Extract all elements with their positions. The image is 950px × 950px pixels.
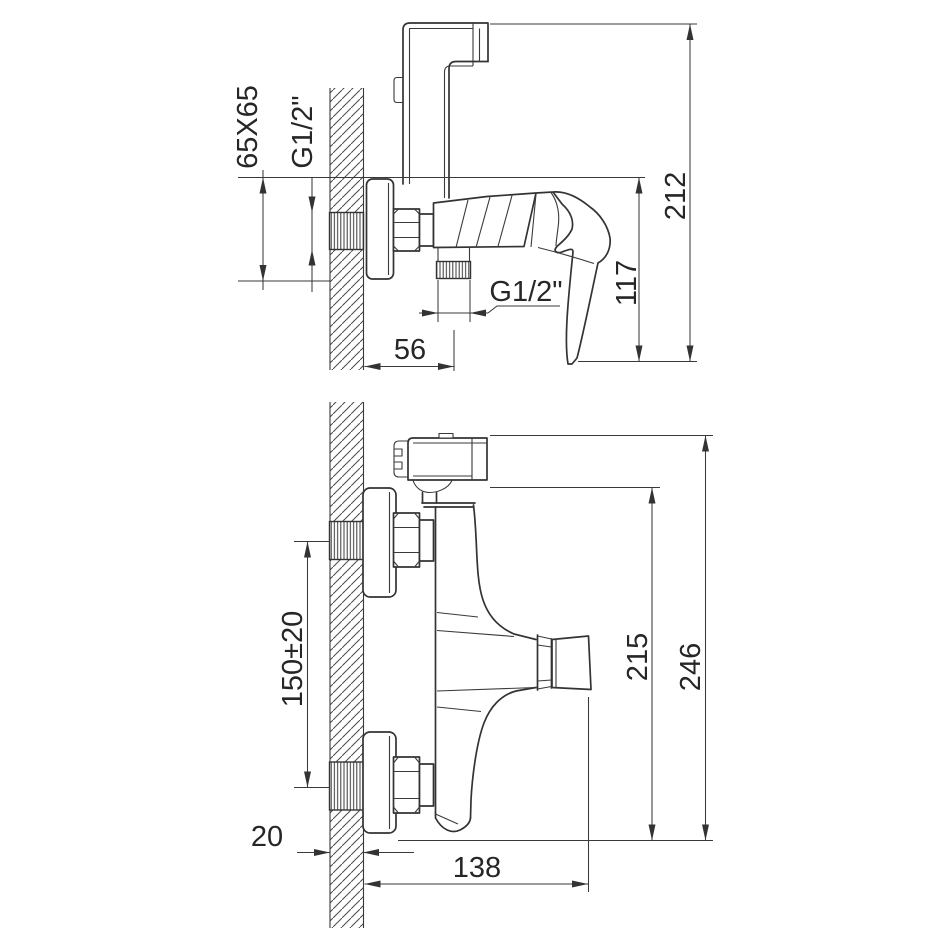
top-view-dimensions [232,24,697,371]
handle-block [552,636,591,690]
arrowhead [687,24,694,40]
handle-connector [538,635,552,690]
body-top-edges [422,503,475,507]
arrowhead [687,346,694,362]
bracket-clamp-teeth [394,449,402,469]
outlet-thread [437,262,471,279]
body-shoulder-lines [437,613,536,712]
dim-label-body-height: 117 [611,259,643,307]
arrowhead [470,310,486,317]
arrowhead [636,346,643,362]
dim-label-body-height: 215 [622,632,654,682]
upper-inlet-thread [330,522,364,560]
shower-bracket [394,23,488,198]
arrowhead [636,178,643,194]
wall-section-bottom [330,402,364,928]
ext-lines-outlet [438,280,470,322]
bracket-inner-lines [413,438,487,480]
mixer-body [330,179,611,364]
inlet-thread [330,213,364,250]
bottom-view-dimensions [251,436,713,893]
body-upper-curve [474,505,537,640]
dim-label-inlet-spacing: 150±20 [277,610,309,708]
dim-label-plate-size: 65X65 [232,85,264,169]
lower-hex-nut [394,757,420,813]
arrowhead [304,542,311,558]
arrowhead [260,178,267,194]
lower-nut-step [420,764,434,806]
upper-nut-step [420,520,434,561]
bracket-cup-lines [473,23,480,66]
arrowhead [702,436,709,452]
dim-label-outlet-offset: 56 [393,334,427,366]
top-view [232,23,697,371]
outlet-stub [438,248,470,262]
dim-label-total-depth: 138 [452,852,502,884]
bracket-inner-line [410,29,474,185]
arrowhead [649,825,656,841]
lower-inlet-thread [330,762,364,810]
bracket-base-dome [413,481,452,493]
arrowhead [702,825,709,841]
nut-step [420,214,434,246]
bracket-stem [423,493,437,504]
arrowhead [649,488,656,504]
arrowhead [572,881,588,888]
dim-label-total-height: 246 [675,642,707,692]
hex-nut [394,209,420,251]
mixer-body-side [330,488,592,833]
dim-label-wall-thickness: 20 [250,821,284,853]
upper-escutcheon [363,488,396,597]
arrowhead [363,849,379,856]
dim-label-outlet-thread: G1/2" [489,276,563,308]
body-lower-curve [471,688,537,819]
lower-escutcheon [363,732,396,833]
bracket-top-tab [439,434,453,439]
shower-bracket-side [394,434,487,504]
arrowhead [309,250,316,266]
arrowhead [422,310,438,317]
bracket-body [408,438,487,480]
bracket-outer-edge [403,23,488,184]
bracket-clamp [394,441,408,477]
arrowhead [314,849,330,856]
arrowhead [309,197,316,213]
arrowhead [365,363,381,370]
upper-hex-nut [394,513,420,567]
dim-label-total-height: 212 [660,171,692,221]
arrowhead [365,881,381,888]
handle-connector-washers [538,636,552,689]
wall-hatch [330,402,364,928]
handle-joint-line [551,193,559,247]
escutcheon-plate [367,179,394,279]
dim-label-inlet-thread: G1/2" [287,95,319,169]
arrowhead [260,265,267,281]
bottom-view [251,402,713,928]
arrowhead [438,363,454,370]
bracket-clip-tab [394,78,403,103]
arrowhead [304,772,311,788]
